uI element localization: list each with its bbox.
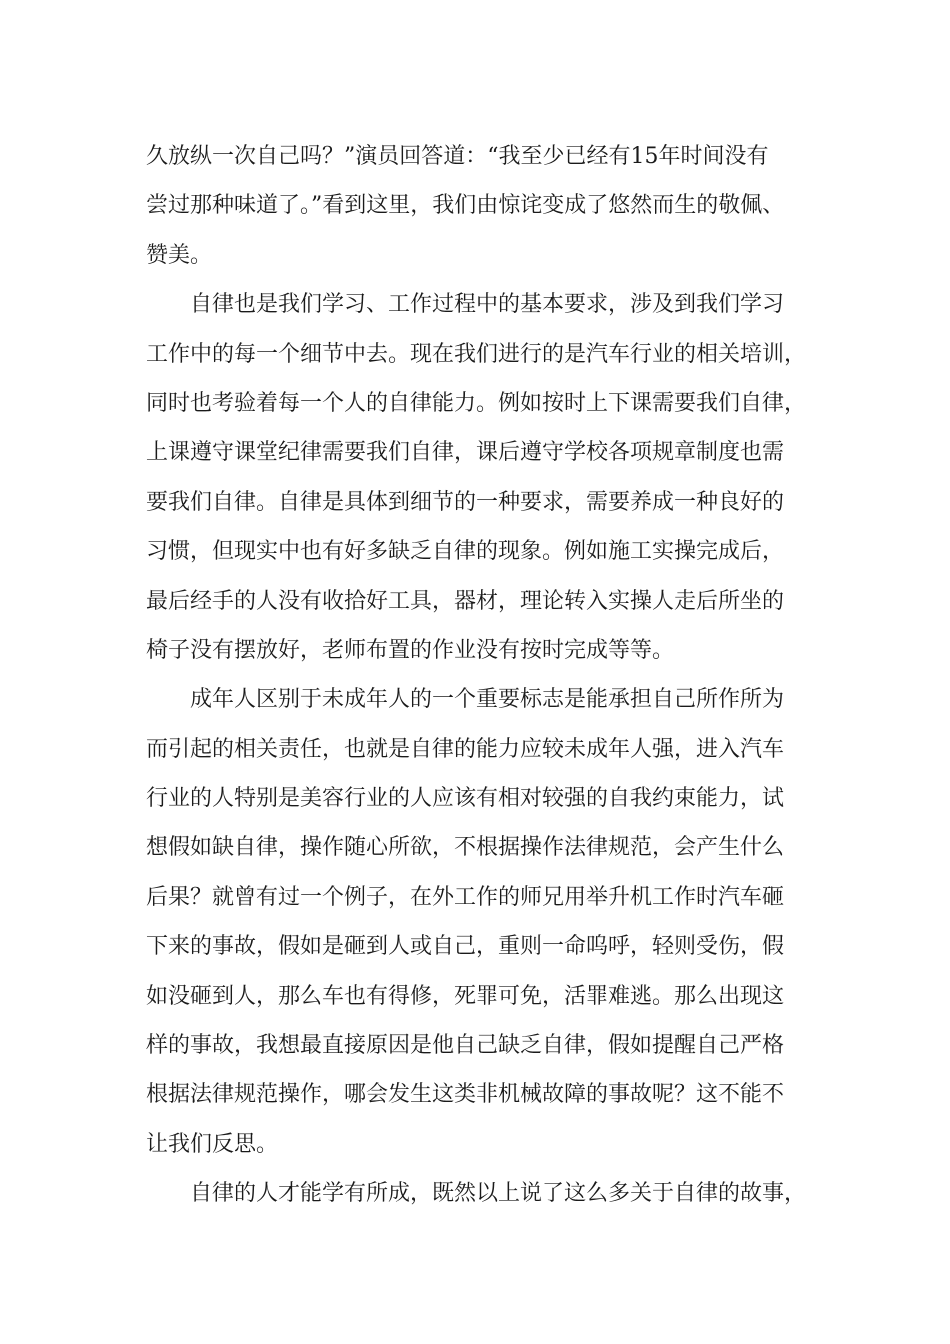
text-line: 下来的事故，假如是砸到人或自己，重则一命呜呼，轻则受伤，假 (146, 934, 785, 960)
text-line: 而引起的相关责任，也就是自律的能力应较未成年人强，进入汽车 (146, 736, 785, 762)
text-line: 工作中的每一个细节中去。现在我们进行的是汽车行业的相关培训， (146, 341, 807, 367)
paragraph-start-line: 成年人区别于未成年人的一个重要标志是能承担自己所作所为 (190, 687, 785, 713)
text-line: 如没砸到人，那么车也有得修，死罪可免，活罪难逃。那么出现这 (146, 983, 785, 1009)
text-line: 上课遵守课堂纪律需要我们自律，课后遵守学校各项规章制度也需 (146, 440, 785, 466)
text-line: 后果？就曾有过一个例子，在外工作的师兄用举升机工作时汽车砸 (146, 884, 785, 910)
paragraph-start-line: 自律也是我们学习、工作过程中的基本要求，涉及到我们学习 (190, 292, 785, 318)
text-line: 行业的人特别是美容行业的人应该有相对较强的自我约束能力，试 (146, 786, 785, 812)
text-line: 尝过那种味道了。”看到这里，我们由惊诧变成了悠然而生的敬佩、 (146, 193, 785, 219)
text-line: 同时也考验着每一个人的自律能力。例如按时上下课需要我们自律， (146, 390, 807, 416)
text-line: 根据法律规范操作，哪会发生这类非机械故障的事故呢？这不能不 (146, 1082, 785, 1108)
text-line: 让我们反思。 (146, 1131, 279, 1157)
text-line: 样的事故，我想最直接原因是他自己缺乏自律，假如提醒自己严格 (146, 1033, 785, 1059)
body-text (146, 132, 826, 1219)
text-line: 想假如缺自律，操作随心所欲，不根据操作法律规范，会产生什么 (146, 835, 785, 861)
text-line: 要我们自律。自律是具体到细节的一种要求，需要养成一种良好的 (146, 489, 785, 515)
text-line: 椅子没有摆放好，老师布置的作业没有按时完成等等。 (146, 637, 675, 663)
text-line: 习惯，但现实中也有好多缺乏自律的现象。例如施工实操完成后， (146, 539, 785, 565)
text-line: 最后经手的人没有收拾好工具，器材，理论转入实操人走后所坐的 (146, 588, 785, 614)
paragraph-start-line: 自律的人才能学有所成，既然以上说了这么多关于自律的故事， (190, 1181, 807, 1207)
text-line: 久放纵一次自己吗？”演员回答道：“我至少已经有15年时间没有 (146, 144, 769, 169)
text-line: 赞美。 (146, 242, 213, 268)
